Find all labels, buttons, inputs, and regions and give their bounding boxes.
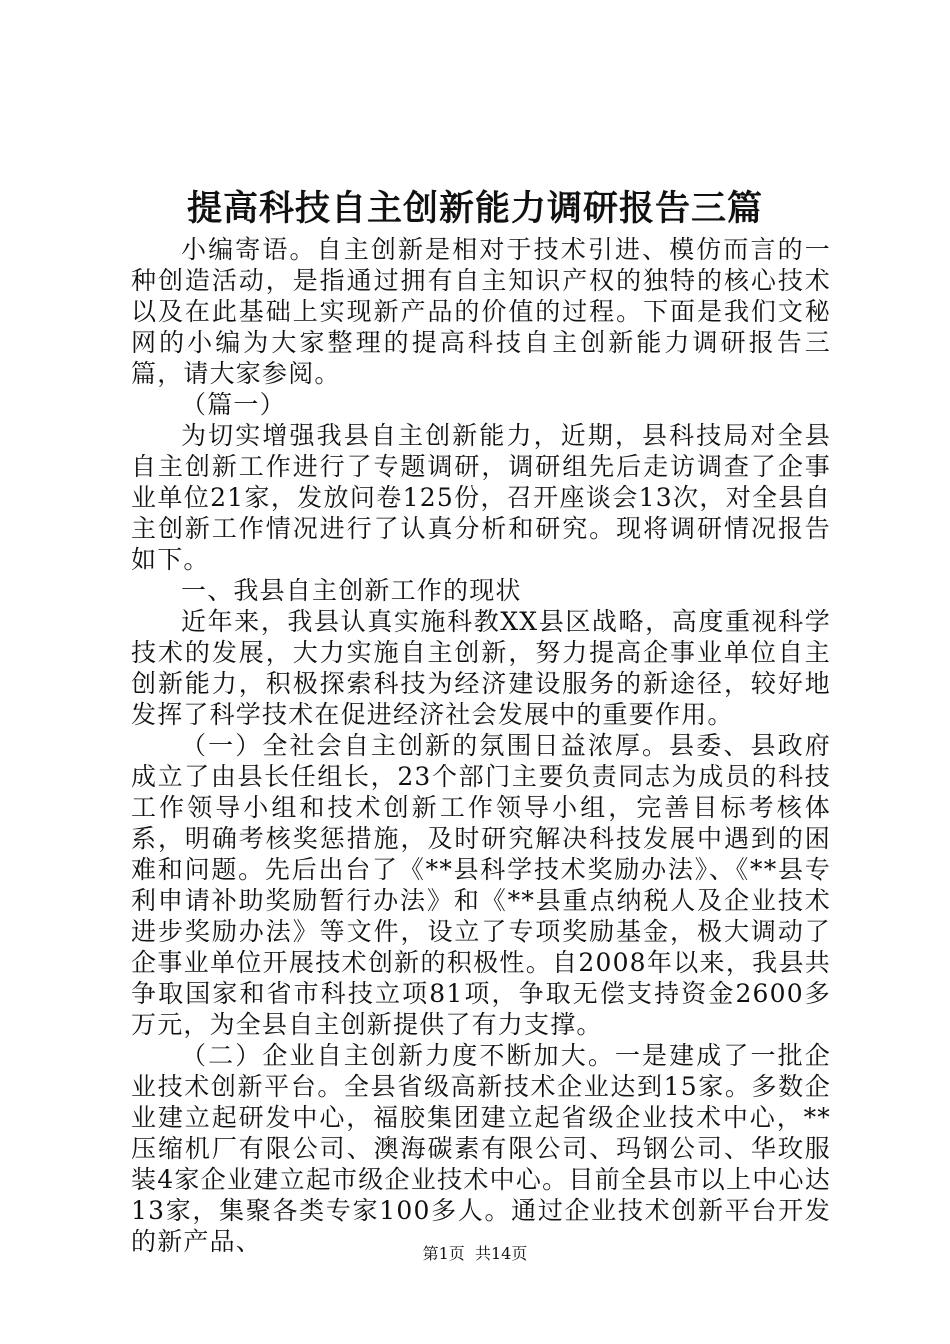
heading-status: 一、我县自主创新工作的现状: [181, 576, 522, 605]
page-total: 共14页: [474, 1244, 528, 1263]
page-number: 第1页: [422, 1244, 465, 1263]
page-footer: [0, 1244, 950, 1264]
paragraph-section-label: （篇一）: [181, 390, 286, 419]
paragraph-intro: 小编寄语。自主创新是相对于技术引进、模仿而言的一种创造活动，是指通过拥有自主知识产权的独特的核心技术以及在此基础上实现新产品的价值的过程。下面是我们文秘网的小编为大家整理的提高科技自主创新能力调研报告三篇，请大家参阅。: [131, 235, 831, 388]
paragraph-point-one: （一）全社会自主创新的氛围日益浓厚。县委、县政府成立了由县长任组长，23个部门主要负责同志为成员的科技工作领导小组和技术创新工作领导小组，完善目标考核体系，明确考核奖惩措施，及时研究解决科技发展中遇到的困难和问题。先后出台了《**县科学技术奖励办法》、《**县专利申请补助奖励暂行办法》和《**县重点纳税人及企业技术进步奖励办法》等文件，设立了专项奖励基金，极大调动了企事业单位开展技术创新的积极性。自2008年以来，我县共争取国家和省市科技立项81项，争取无偿支持资金2600多万元，为全县自主创新提供了有力支撑。: [131, 731, 831, 1039]
document-body: [131, 234, 831, 1257]
paragraph-recent-years: 近年来，我县认真实施科教XX县区战略，高度重视科学技术的发展，大力实施自主创新，努力提高企事业单位自主创新能力，积极探索科技为经济建设服务的新途径，较好地发挥了科学技术在促进经济社会发展中的重要作用。: [131, 607, 831, 729]
paragraph-survey: 为切实增强我县自主创新能力，近期，县科技局对全县自主创新工作进行了专题调研，调研组先后走访调查了企事业单位21家，发放问卷125份，召开座谈会13次，对全县自主创新工作情况进行了认真分析和研究。现将调研情况报告如下。: [131, 421, 831, 574]
paragraph-point-two: （二）企业自主创新力度不断加大。一是建成了一批企业技术创新平台。全县省级高新技术企业达到15家。多数企业建立起研发中心，福胶集团建立起省级企业技术中心，**压缩机厂有限公司、澳海碳素有限公司、玛钢公司、华玫服装4家企业建立起市级企业技术中心。目前全县市以上中心达13家，集聚各类专家100多人。通过企业技术创新平台开发的新产品、: [131, 1041, 831, 1256]
document-title: 提高科技自主创新能力调研报告三篇: [186, 189, 763, 229]
